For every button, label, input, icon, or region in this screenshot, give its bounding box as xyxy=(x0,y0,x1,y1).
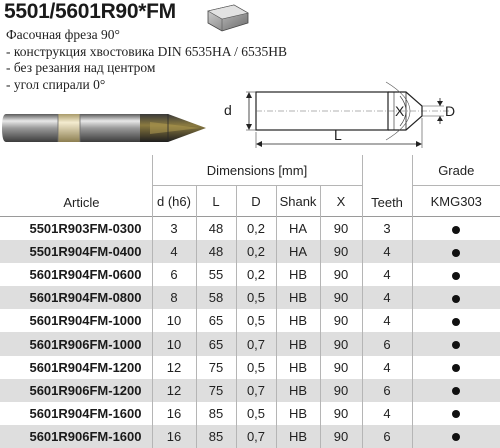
column-header: X xyxy=(320,186,362,217)
grade-cell xyxy=(412,332,500,355)
article-cell: 5501R903FM-0300 xyxy=(0,217,152,241)
availability-dot-icon xyxy=(452,249,460,257)
table-cell: 55 xyxy=(196,263,236,286)
L-label: L xyxy=(334,127,342,143)
table-cell: 8 xyxy=(152,286,196,309)
grade-cell xyxy=(412,402,500,425)
table-cell: 4 xyxy=(152,240,196,263)
article-cell: 5601R904FM-1200 xyxy=(29,359,142,375)
column-header: D xyxy=(236,186,276,217)
article-cell: 5601R906FM-1600 xyxy=(0,425,152,448)
grade-cell xyxy=(412,356,500,379)
table-row xyxy=(0,379,500,402)
article-cell: 5601R904FM-0800 xyxy=(0,286,152,309)
tool-photo xyxy=(0,104,212,152)
grade-cell xyxy=(412,309,500,332)
table-cell: 6 xyxy=(362,332,412,355)
page-title: 5501/5601R90*FM xyxy=(4,0,176,23)
table-cell: 10 xyxy=(152,309,196,332)
table-cell: HB xyxy=(276,263,320,286)
table-cell: HB xyxy=(276,379,320,402)
table-cell: 90 xyxy=(320,217,362,241)
column-header: L xyxy=(196,186,236,217)
table-cell: 12 xyxy=(152,379,196,402)
table-cell: 90 xyxy=(320,263,362,286)
table-cell: 0,5 xyxy=(236,402,276,425)
availability-dot-icon xyxy=(452,387,460,395)
table-cell: HB xyxy=(276,332,320,355)
description-line: - без резания над центром xyxy=(6,60,156,75)
X-label: X xyxy=(395,103,405,119)
grade-header: Grade xyxy=(412,155,500,186)
table-row xyxy=(0,425,500,448)
table-cell: 85 xyxy=(196,425,236,448)
article-cell: 5501R904FM-0400 xyxy=(0,240,152,263)
table-cell: 0,5 xyxy=(236,286,276,309)
grade-cell xyxy=(412,286,500,309)
table-cell: 4 xyxy=(362,240,412,263)
table-cell: HB xyxy=(276,286,320,309)
table-cell: 0,7 xyxy=(236,379,276,402)
table-cell: HB xyxy=(276,356,320,379)
table-cell: 6 xyxy=(362,425,412,448)
table-body xyxy=(0,217,500,448)
specification-table xyxy=(0,155,500,448)
table-cell: 4 xyxy=(362,402,412,425)
table-cell: 4 xyxy=(362,286,412,309)
table-cell: 90 xyxy=(320,425,362,448)
table-row xyxy=(0,263,500,286)
table-cell: HB xyxy=(276,309,320,332)
availability-dot-icon xyxy=(452,410,460,418)
grade-cell xyxy=(412,425,500,448)
column-header: d (h6) xyxy=(152,186,196,217)
table-cell: 0,7 xyxy=(236,425,276,448)
table-cell: 4 xyxy=(362,356,412,379)
description-line: Фасочная фреза 90° xyxy=(6,27,120,42)
d-label: d xyxy=(224,102,232,118)
table-cell: 4 xyxy=(362,309,412,332)
table-row xyxy=(0,356,500,379)
table-cell: 90 xyxy=(320,240,362,263)
article-cell: 5601R904FM-1000 xyxy=(29,313,142,329)
table-cell: 75 xyxy=(196,379,236,402)
table-row xyxy=(0,309,500,332)
table-cell: 0,5 xyxy=(236,309,276,332)
table-cell: 90 xyxy=(320,286,362,309)
table-cell: 90 xyxy=(320,379,362,402)
availability-dot-icon xyxy=(452,341,460,349)
grade-cell xyxy=(412,379,500,402)
table-cell: 65 xyxy=(196,332,236,355)
table-cell: 0,7 xyxy=(236,332,276,355)
availability-dot-icon xyxy=(452,433,460,441)
availability-dot-icon xyxy=(452,226,460,234)
grade-cell xyxy=(412,263,500,286)
table-cell: 85 xyxy=(196,402,236,425)
dimensions-header: Dimensions [mm] xyxy=(152,155,362,186)
technical-drawing xyxy=(214,76,454,156)
column-header: Shank xyxy=(276,186,320,217)
table-cell: 65 xyxy=(196,309,236,332)
availability-dot-icon xyxy=(452,272,460,280)
table-cell: 48 xyxy=(196,240,236,263)
table-row xyxy=(0,217,500,241)
table-cell: 12 xyxy=(152,356,196,379)
table-cell: HB xyxy=(276,425,320,448)
table-row xyxy=(0,240,500,263)
table-cell: 48 xyxy=(196,217,236,241)
table-cell: HB xyxy=(276,402,320,425)
article-cell: 5601R906FM-1200 xyxy=(0,379,152,402)
table-cell: 6 xyxy=(152,263,196,286)
D-label: D xyxy=(445,103,456,119)
article-cell: 5601R904FM-0600 xyxy=(29,267,142,283)
table-cell: 90 xyxy=(320,356,362,379)
article-cell: 5601R906FM-1000 xyxy=(0,332,152,355)
table-cell: 10 xyxy=(152,332,196,355)
table-cell: 90 xyxy=(320,402,362,425)
table-cell: 3 xyxy=(362,217,412,241)
teeth-header: Teeth xyxy=(362,155,412,217)
table-row xyxy=(0,332,500,355)
table-cell: 16 xyxy=(152,425,196,448)
article-cell: 5601R904FM-1600 xyxy=(29,405,142,421)
grade-cell xyxy=(412,240,500,263)
table-cell: 90 xyxy=(320,332,362,355)
availability-dot-icon xyxy=(452,295,460,303)
description-line: - конструкция хвостовика DIN 6535HA / 6535HB xyxy=(6,43,287,59)
article-header: Article xyxy=(63,195,100,210)
table-cell: HA xyxy=(276,240,320,263)
table-cell: 0,2 xyxy=(236,240,276,263)
table-cell: HA xyxy=(276,217,320,241)
table-cell: 16 xyxy=(152,402,196,425)
table-cell: 3 xyxy=(152,217,196,241)
description-line: - угол спирали 0° xyxy=(6,76,106,92)
table-cell: 0,5 xyxy=(236,356,276,379)
table-cell: 6 xyxy=(362,379,412,402)
grade-name-header: KMG303 xyxy=(412,186,500,217)
grade-cell xyxy=(412,217,500,241)
availability-dot-icon xyxy=(452,318,460,326)
table-row xyxy=(0,286,500,309)
table-cell: 90 xyxy=(320,309,362,332)
table-row xyxy=(0,402,500,425)
table-cell: 0,2 xyxy=(236,217,276,241)
table-cell: 0,2 xyxy=(236,263,276,286)
availability-dot-icon xyxy=(452,364,460,372)
table-cell: 58 xyxy=(196,286,236,309)
table-cell: 4 xyxy=(362,263,412,286)
table-cell: 75 xyxy=(196,356,236,379)
